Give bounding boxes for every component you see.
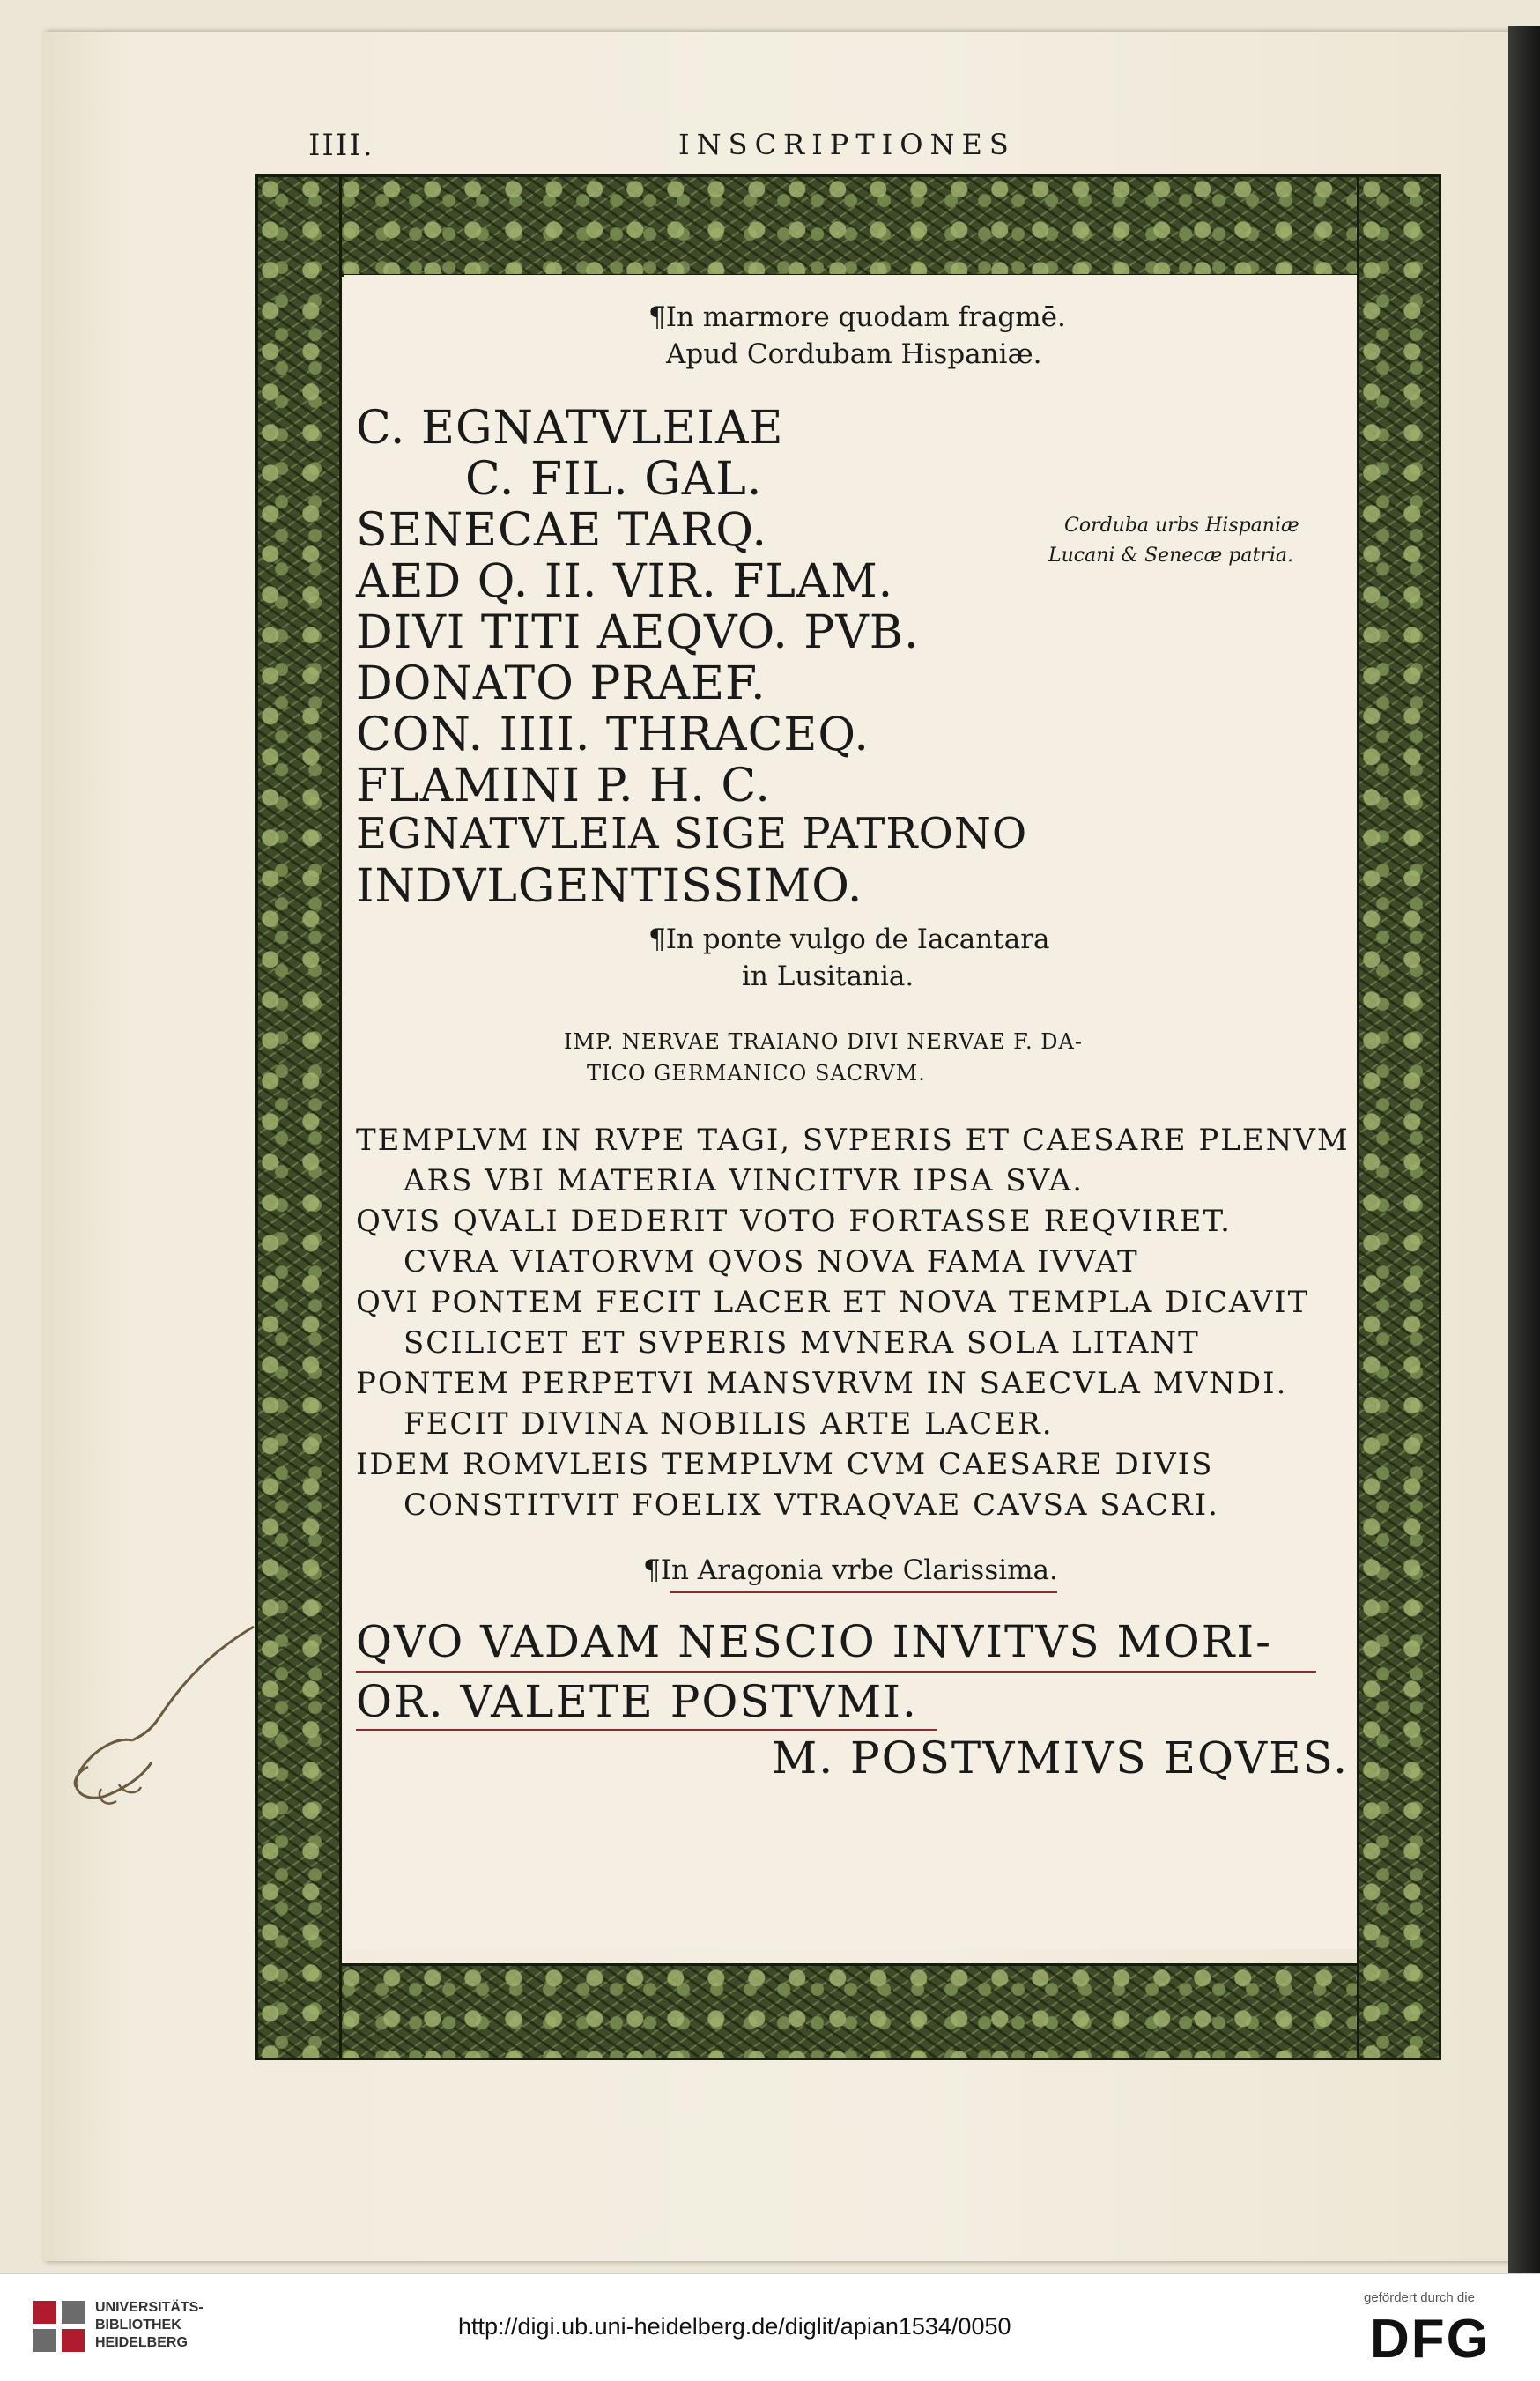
inscription-line: DONATO PRAEF. (356, 657, 766, 710)
border-top-frieze (255, 174, 1441, 277)
page-edge (1508, 26, 1540, 2273)
caption-aragonia: ¶In Aragonia vrbe Clarissima. (643, 1554, 1058, 1586)
permalink[interactable]: http://digi.ub.uni-heidelberg.de/diglit/apian1534/0050 (458, 2313, 1011, 2340)
manicule-pointing-hand-icon (53, 1621, 264, 1815)
verse-line: ARS VBI MATERIA VINCITVR IPSA SVA. (404, 1163, 1085, 1198)
dedication-line: TICO GERMANICO SACRVM. (587, 1061, 926, 1086)
inscription-line: C. FIL. GAL. (465, 453, 763, 506)
border-left-column (255, 174, 342, 2060)
epitaph-signature-line: M. POSTVMIVS EQVES. (772, 1732, 1349, 1784)
verse-line: TEMPLVM IN RVPE TAGI, SVPERIS ET CAESARE PLENVM (356, 1123, 1350, 1158)
caption-lusitania: in Lusitania. (742, 961, 914, 992)
verse-line: IDEM ROMVLEIS TEMPLVM CVM CAESARE DIVIS (356, 1447, 1214, 1482)
red-underline (356, 1671, 1316, 1673)
caption-marble-fragment: ¶In marmore quodam fragmē. (648, 301, 1066, 333)
border-right-column (1357, 174, 1441, 2060)
margin-note: Corduba urbs Hispaniæ (1064, 515, 1299, 537)
library-name-line: BIBLIOTHEK (95, 2318, 181, 2333)
red-underline (356, 1729, 937, 1731)
funded-by-label: gefördert durch die (1364, 2290, 1475, 2305)
verse-line: QVI PONTEM FECIT LACER ET NOVA TEMPLA DICAVIT (356, 1285, 1310, 1320)
footer-bar (0, 2273, 1540, 2381)
inscription-line: CON. IIII. THRACEQ. (356, 708, 870, 761)
verse-line: FECIT DIVINA NOBILIS ARTE LACER. (404, 1406, 1054, 1442)
verse-line: CONSTITVIT FOELIX VTRAQVAE CAVSA SACRI. (404, 1487, 1219, 1523)
red-underline (670, 1591, 1057, 1593)
dfg-logo: DFG (1370, 2309, 1491, 2370)
library-name (95, 2299, 204, 2352)
library-name-line: HEIDELBERG (95, 2335, 188, 2350)
epitaph-line: QVO VADAM NESCIO INVITVS MORI- (356, 1616, 1273, 1667)
inscription-line: EGNATVLEIA SIGE PATRONO (356, 809, 1028, 858)
verse-line: QVIS QVALI DEDERIT VOTO FORTASSE REQVIRET. (356, 1204, 1232, 1239)
inscription-line: C. EGNATVLEIAE (356, 402, 784, 455)
library-name-line: UNIVERSITÄTS- (95, 2300, 204, 2315)
library-logo-icon (33, 2301, 85, 2352)
margin-note: Lucani & Senecæ patria. (1048, 545, 1293, 567)
verse-line: CVRA VIATORVM QVOS NOVA FAMA IVVAT (404, 1244, 1139, 1280)
epitaph-line: OR. VALETE POSTVMI. (356, 1676, 918, 1727)
inscription-line: INDVLGENTISSIMO. (356, 860, 863, 913)
caption-corduba: Apud Cordubam Hispaniæ. (666, 338, 1042, 370)
inscription-line: AED Q. II. VIR. FLAM. (356, 555, 894, 608)
verse-line: SCILICET ET SVPERIS MVNERA SOLA LITANT (404, 1325, 1200, 1361)
inscription-line: DIVI TITI AEQVO. PVB. (356, 606, 920, 659)
verse-line: PONTEM PERPETVI MANSVRVM IN SAECVLA MVNDI. (356, 1366, 1288, 1401)
dedication-line: IMP. NERVAE TRAIANO DIVI NERVAE F. DA- (564, 1029, 1083, 1054)
inscription-line: FLAMINI P. H. C. (356, 760, 771, 812)
inscription-line: SENECAE TARQ. (356, 504, 767, 557)
folio-number: IIII. (308, 128, 374, 163)
running-title: INSCRIPTIONES (678, 128, 1016, 161)
caption-bridge-alcantara: ¶In ponte vulgo de Iacantara (648, 923, 1050, 955)
border-bottom-frieze (255, 1963, 1441, 2060)
